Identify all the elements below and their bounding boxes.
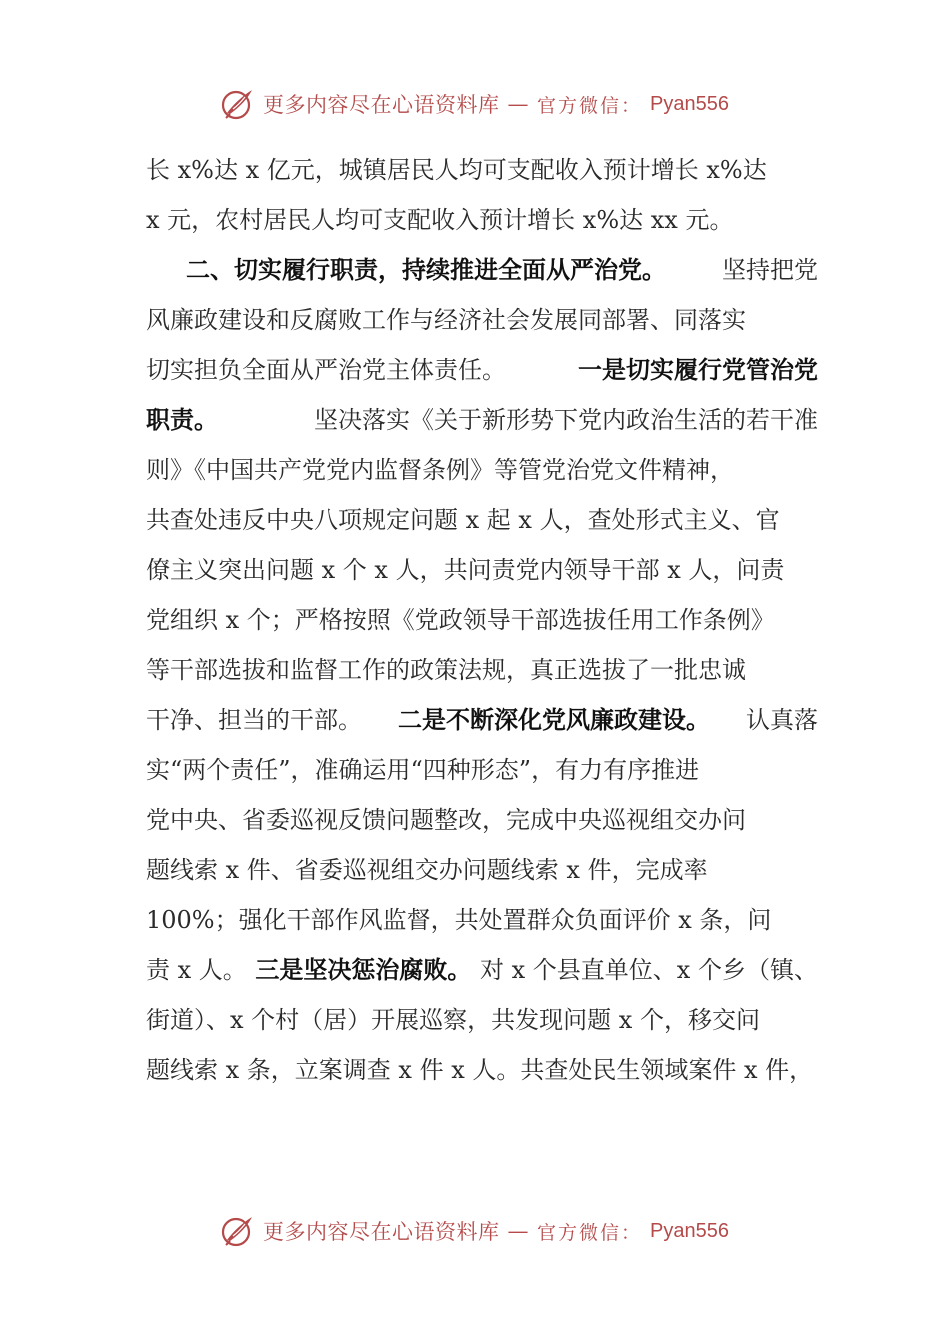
text-segment: 党组织 x 个；严格按照《党政领导干部选拔任用工作条例》 — [146, 606, 775, 634]
text-line — [146, 295, 818, 345]
header-banner — [0, 82, 950, 126]
text-line — [146, 345, 818, 395]
text-line — [146, 495, 818, 545]
text-line — [146, 595, 818, 645]
text-segment: 长 x%达 x 亿元，城镇居民人均可支配收入预计增长 x%达 — [146, 156, 767, 184]
bold-point-heading: 一是切实履行党管治党 — [578, 355, 818, 384]
text-segment: 题线索 x 件、省委巡视组交办问题线索 x 件，完成率 — [146, 856, 708, 884]
banner-dash: — — [507, 1219, 529, 1243]
text-line — [146, 395, 818, 445]
bold-point-heading: 职责。 — [146, 405, 218, 434]
text-line — [146, 845, 818, 895]
text-segment: 僚主义突出问题 x 个 x 人，共问责党内领导干部 x 人，问责 — [146, 556, 785, 584]
text-line — [146, 795, 818, 845]
text-segment: 共查处违反中央八项规定问题 x 起 x 人，查处形式主义、官 — [146, 506, 780, 534]
text-line — [146, 745, 818, 795]
text-segment: 认真落 — [746, 706, 818, 734]
banner-slogan: 更多内容尽在心语资料库 — [263, 93, 500, 117]
quill-pen-logo-icon — [221, 87, 255, 121]
text-line — [146, 145, 818, 195]
text-line — [146, 945, 818, 995]
text-line — [146, 445, 818, 495]
text-line — [146, 995, 818, 1045]
text-line — [146, 695, 818, 745]
text-line — [146, 195, 818, 245]
text-segment: 实“两个责任”，准确运用“四种形态”，有力有序推进 — [146, 756, 700, 784]
text-segment: 等干部选拔和监督工作的政策法规，真正选拔了一批忠诚 — [146, 656, 746, 684]
text-segment: 坚决落实《关于新形势下党内政治生活的若干准 — [314, 406, 818, 434]
banner-slogan: 更多内容尽在心语资料库 — [263, 1220, 500, 1244]
text-segment: 党中央、省委巡视反馈问题整改，完成中央巡视组交办问 — [146, 806, 746, 834]
banner-wechat-label: 官方微信： — [537, 1221, 643, 1244]
text-segment: 对 x 个县直单位、x 个乡（镇、 — [480, 956, 818, 984]
banner-dash: — — [507, 92, 529, 116]
section-heading: 二、切实履行职责，持续推进全面从严治党。 — [186, 255, 666, 284]
text-segment: 坚持把党 — [722, 256, 818, 284]
text-segment: x 元，农村居民人均可支配收入预计增长 x%达 xx 元。 — [146, 206, 734, 234]
text-segment: 干净、担当的干部。 — [146, 706, 362, 734]
bold-point-heading: 三是坚决惩治腐败。 — [255, 955, 472, 984]
bold-point-heading: 二是不断深化党风廉政建设。 — [398, 705, 710, 734]
document-body — [146, 145, 818, 1095]
text-segment: 风廉政建设和反腐败工作与经济社会发展同部署、同落实 — [146, 306, 746, 334]
text-segment: 100%；强化干部作风监督，共处置群众负面评价 x 条，问 — [146, 906, 772, 934]
section-heading-line — [146, 245, 818, 295]
text-line — [146, 895, 818, 945]
banner-wechat-id: Pyan556 — [650, 92, 729, 115]
text-line — [146, 545, 818, 595]
text-segment: 责 x 人。 — [146, 956, 247, 984]
text-segment: 则》《中国共产党党内监督条例》等管党治党文件精神， — [146, 456, 734, 484]
banner-wechat-label: 官方微信： — [537, 94, 643, 117]
text-segment: 切实担负全面从严治党主体责任。 — [146, 356, 506, 384]
banner-wechat-id: Pyan556 — [650, 1219, 729, 1242]
footer-banner — [0, 1209, 950, 1253]
quill-pen-logo-icon — [221, 1214, 255, 1248]
text-segment: 题线索 x 条，立案调查 x 件 x 人。共查处民生领域案件 x 件， — [146, 1056, 814, 1084]
text-line — [146, 1045, 818, 1095]
text-line — [146, 645, 818, 695]
text-segment: 街道）、x 个村（居）开展巡察，共发现问题 x 个，移交问 — [146, 1006, 760, 1034]
